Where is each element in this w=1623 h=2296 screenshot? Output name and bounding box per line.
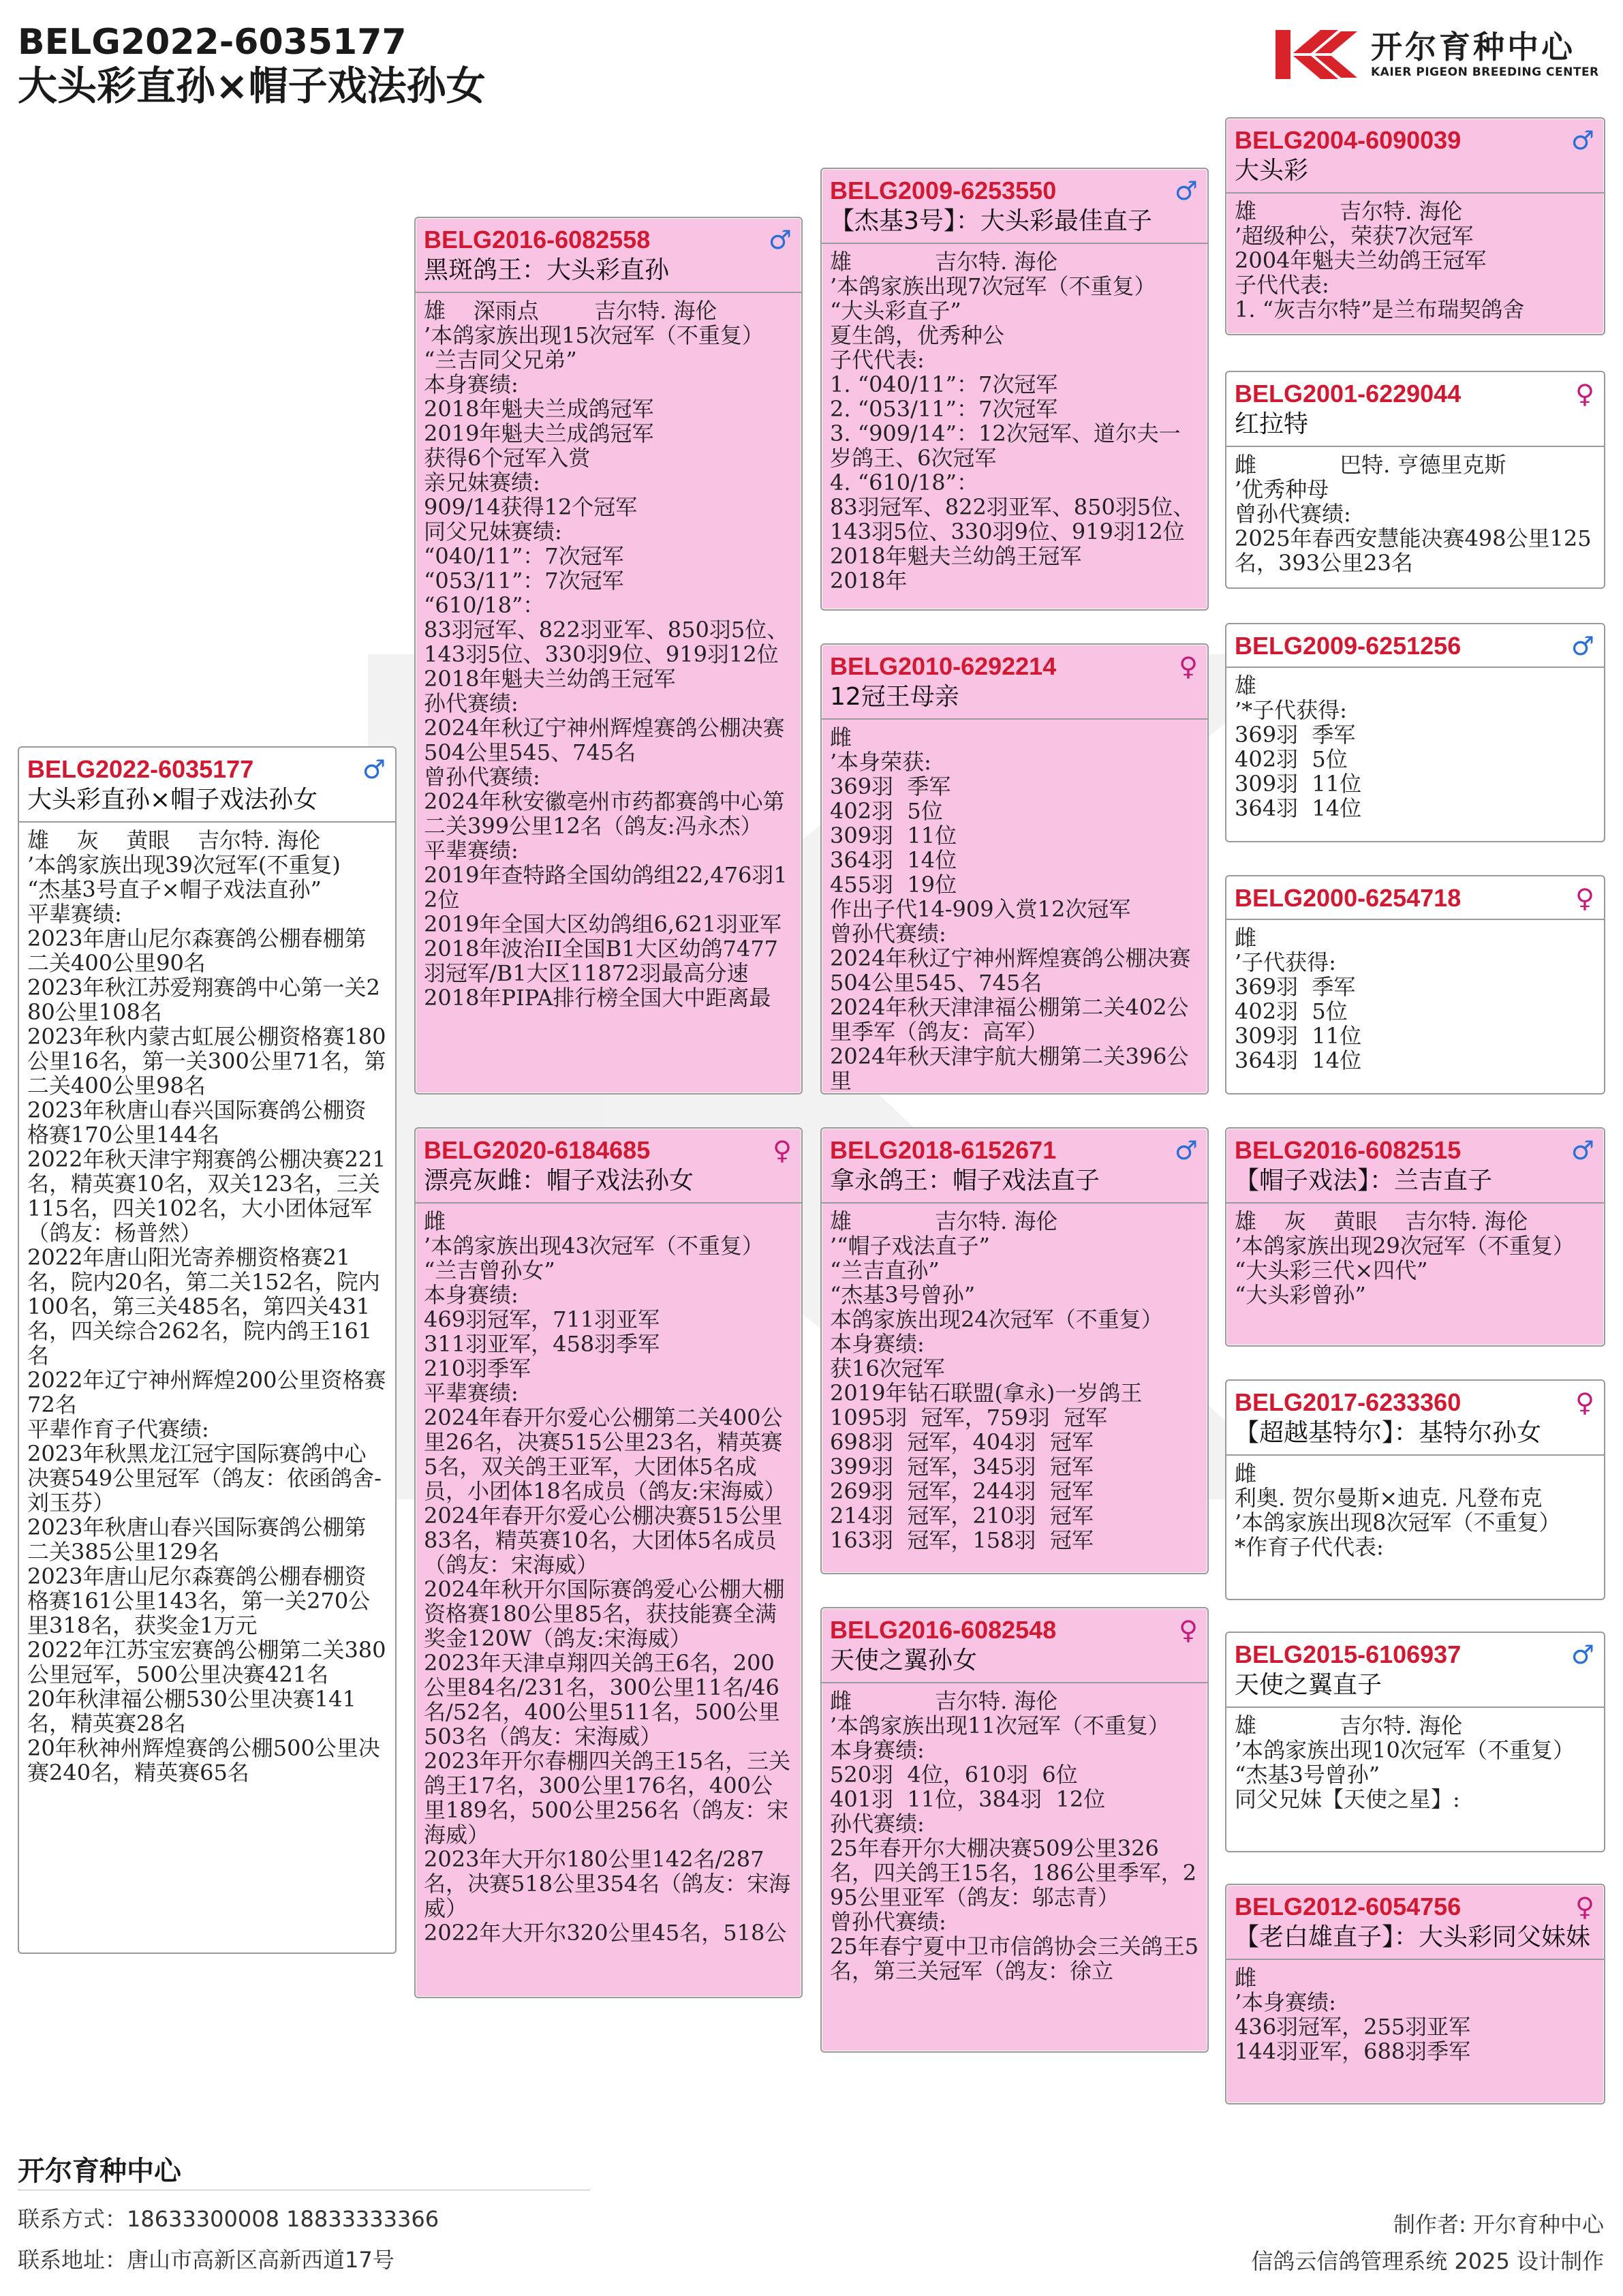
female-icon: ♀: [1179, 1615, 1198, 1645]
male-icon: ♂: [1174, 1135, 1198, 1165]
pedigree-card-ddd[interactable]: [1225, 1884, 1605, 2104]
card-name: 【帽子戏法】：兰吉直子: [1235, 1167, 1493, 1195]
male-icon: ♂: [768, 225, 792, 255]
pedigree-card-ssd[interactable]: [1225, 371, 1605, 589]
male-icon: ♂: [362, 754, 386, 784]
pedigree-card-sire[interactable]: [414, 217, 803, 1095]
pedigree-card-sds[interactable]: [1225, 623, 1605, 842]
footer-brand: 开尔育种中心: [18, 2156, 181, 2187]
card-details: 雄 吉尔特. 海伦 ’本鸽家族出现7次冠军（不重复） “大头彩直子” 夏生鸽，优秀种公 子代代表: 1. “040/11”：7次冠军 2. “053/11”：7次冠军 3. “909/14”：12次冠军、道尔夫一岁鸽王、6次冠军 4. “610/18”： 83羽冠军、822羽亚军、850羽5位、143羽5位、330羽9位、919羽12位 2018年魁夫兰幼鸽王冠军 2018年: [830, 249, 1195, 594]
female-icon: ♀: [1575, 1388, 1594, 1418]
card-ring-number: BELG2000-6254718: [1235, 884, 1462, 912]
footer-system: 信鸽云信鸽管理系统 2025 设计制作: [1251, 2248, 1604, 2274]
card-details: 雄 灰 黄眼 吉尔特. 海伦 ’本鸽家族出现39次冠军(不重复) “杰基3号直子×帽子戏法直孙” 平辈赛绩: 2023年唐山尼尔森赛鸽公棚春棚第二关400公里90名 2023年秋江苏爱翔赛鸽中心第一关280公里108名 2023年秋内蒙古虹展公棚资格赛180公里16名，第一关300公里71名，第二关400公里98名 2023年秋唐山春兴国际赛鸽公棚资格赛170公里144名 2022年秋天津宇翔赛鸽公棚决赛221名，精英赛10名，双关123名，三关115名，四关102名，大小团体冠军（鸽友：杨普然） 2022年唐山阳光寄养棚资格赛21名，院内20名，第二关152名，院内100名，第三关485名，第四关431名，四关综合262名，院内鸽王161名 2022年辽宁神州辉煌200公里资格赛72名 平辈作育子代赛绩: 2023年秋黑龙江冠宇国际赛鸽中心决赛549公里冠军（鸽友：依函鸽舍-刘玉芬） 2023年秋唐山春兴国际赛鸽公棚第二关385公里129名 2023年唐山尼尔森赛鸽公棚春棚资格赛161公里143名，第一关270公里318名，获奖金1万元 2022年江苏宝宏赛鸽公棚第二关380公里冠军，500公里决赛421名 20年秋津福公棚530公里决赛141名，精英赛28名 20年秋神州辉煌赛鸽公棚500公里决赛240名，精英赛65名: [27, 827, 386, 1786]
footer-address: 联系地址：唐山市高新区高新西道17号: [18, 2247, 395, 2273]
card-ring-number: BELG2022-6035177: [27, 755, 254, 783]
female-icon: ♀: [1575, 379, 1594, 409]
pedigree-card-sss[interactable]: [1225, 117, 1605, 335]
logo-en: KAIER PIGEON BREEDING CENTER: [1371, 65, 1599, 79]
card-name: 12冠王母亲: [830, 683, 959, 711]
card-details: 雄 吉尔特. 海伦 ’“帽子戏法直子” “兰吉直孙” “杰基3号曾孙” 本鸽家族出现24次冠军（不重复） 本身赛绩: 获16次冠军 2019年钻石联盟(拿永)一岁鸽王 1095羽 冠军，759羽 冠军 698羽 冠军，404羽 冠军 399羽 冠军，345羽 冠军 269羽 冠军，244羽 冠军 214羽 冠军，210羽 冠军 163羽 冠军，158羽 冠军: [830, 1208, 1163, 1553]
footer-contact: 联系方式：18633300008 18833333366: [18, 2206, 439, 2232]
pedigree-card-sdd[interactable]: [1225, 875, 1605, 1095]
card-ring-number: BELG2001-6229044: [1235, 380, 1462, 408]
female-icon: ♀: [1575, 1892, 1594, 1922]
card-details: 雄 灰 黄眼 吉尔特. 海伦 ’本鸽家族出现29次冠军（不重复） “大头彩三代×四代” “大头彩曾孙”: [1235, 1208, 1575, 1308]
card-ring-number: BELG2016-6082515: [1235, 1136, 1462, 1164]
card-details: 雌 吉尔特. 海伦 ’本鸽家族出现11次冠军（不重复） 本身赛绩: 520羽 4位，610羽 6位 401羽 11位，384羽 12位 孙代赛绩: 25年春开尔大棚决赛509公里326名，四关鸽王15名，186公里季军，295公里亚军（鸽友：邬志青） 曾孙代赛绩: 25年春宁夏中卫市信鸽协会三关鸽王5名，第三关冠军（鸽友：徐立: [830, 1688, 1199, 1984]
brand-logo: [1273, 27, 1599, 82]
card-name: 黑斑鸽王：大头彩直孙: [424, 256, 670, 284]
card-name: 【杰基3号】：大头彩最佳直子: [830, 207, 1152, 235]
card-name: 大头彩: [1235, 157, 1309, 185]
pedigree-card-dam[interactable]: [414, 1127, 803, 1998]
female-icon: ♀: [1575, 883, 1594, 913]
card-details: 雌 ’子代获得: 369羽 季军 402羽 5位 309羽 11位 364羽 14位: [1235, 925, 1362, 1073]
male-icon: ♂: [1571, 631, 1594, 661]
card-details: 雄 ’*子代获得: 369羽 季军 402羽 5位 309羽 11位 364羽 14位: [1235, 673, 1362, 821]
card-ring-number: BELG2015-6106937: [1235, 1640, 1462, 1668]
pedigree-card-sire-sire[interactable]: [820, 168, 1209, 611]
pedigree-card-dam-sire[interactable]: [820, 1127, 1209, 1574]
pedigree-card-dss[interactable]: [1225, 1127, 1605, 1347]
card-details: 雌 利奥. 贺尔曼斯×迪克. 凡登布克 ’本鸽家族出现8次冠军（不重复） *作育子代代表:: [1235, 1460, 1561, 1560]
card-ring-number: BELG2004-6090039: [1235, 126, 1462, 154]
card-name: 大头彩直孙×帽子戏法孙女: [27, 786, 318, 814]
card-details: 雌 ’本身荣获: 369羽 季军 402羽 5位 309羽 11位 364羽 14位 455羽 19位 作出子代14-909入赏12次冠军 曾孙代赛绩: 2024年秋辽宁神州辉煌赛鸽公棚决赛504公里545、745名 2024年秋天津津福公棚第二关402公里季军（鸽友：高军） 2024年秋天津宇航大棚第二关396公里: [830, 724, 1191, 1094]
pedigree-card-dam-dam[interactable]: [820, 1607, 1209, 2053]
card-ring-number: BELG2010-6292214: [830, 652, 1057, 680]
card-details: 雄 吉尔特. 海伦 ’本鸽家族出现10次冠军（不重复） “杰基3号曾孙” 同父兄妹【天使之星】:: [1235, 1713, 1575, 1812]
card-name: 天使之翼孙女: [830, 1647, 978, 1674]
title-name: 大头彩直孙×帽子戏法孙女: [18, 63, 486, 109]
card-name: 拿永鸽王：帽子戏法直子: [830, 1167, 1100, 1195]
card-ring-number: BELG2009-6251256: [1235, 632, 1462, 660]
male-icon: ♂: [1571, 1640, 1594, 1670]
male-icon: ♂: [1571, 125, 1594, 155]
card-details: 雌 巴特. 亨德里克斯 ’优秀种母 曾孙代赛绩: 2025年春西安慧能决赛498公里125名，393公里23名: [1235, 452, 1592, 576]
card-details: 雌 ’本身赛绩: 436羽冠军，255羽亚军 144羽亚军，688羽季军: [1235, 1965, 1471, 2064]
card-name: 漂亮灰雌：帽子戏法孙女: [424, 1167, 694, 1195]
card-details: 雄 吉尔特. 海伦 ’超级种公，荣获7次冠军 2004年魁夫兰幼鸽王冠军 子代代表: 1. “灰吉尔特”是兰布瑞契鸽舍: [1235, 198, 1525, 322]
card-name: 【超越基特尔】：基特尔孙女: [1235, 1419, 1542, 1447]
logo-cn: 开尔育种中心: [1371, 29, 1575, 65]
card-details: 雌 ’本鸽家族出现43次冠军（不重复） “兰吉曾孙女” 本身赛绩: 469羽冠军，711羽亚军 311羽亚军，458羽季军 210羽季军 平辈赛绩: 2024年春开尔爱心公棚第二关400公里26名，决赛515公里23名，精英赛5名，双关鸽王亚军，大团体5名成员，小团体18名成员（鸽友:宋海威） 2024年春开尔爱心公棚决赛515公里83名，精英赛10名，大团体5名成员（鸽友：宋海威） 2024年秋开尔国际赛鸽爱心公棚大棚资格赛180公里85名，获技能赛全满奖金120W（鸽友:宋海威） 2023年天津卓翔四关鸽王6名，200公里84名/231名，300公里11名/46名/52名，400公里511名，500公里503名（鸽友：宋海威） 2023年开尔春棚四关鸽王15名，三关鸽王17名，300公里176名，400公里189名，500公里256名（鸽友：宋海威） 2023年大开尔180公里142名/287名，决赛518公里354名（鸽友：宋海威） 2022年大开尔320公里45名，518公: [424, 1208, 791, 1946]
pedigree-card-sire-dam[interactable]: [820, 643, 1209, 1095]
footer-maker: 制作者: 开尔育种中心: [1393, 2211, 1604, 2237]
card-ring-number: BELG2017-6233360: [1235, 1388, 1462, 1416]
pedigree-card-subject[interactable]: [18, 746, 397, 1954]
male-icon: ♂: [1571, 1135, 1594, 1165]
pedigree-card-dds[interactable]: [1225, 1632, 1605, 1852]
pedigree-card-dsd[interactable]: [1225, 1379, 1605, 1600]
card-ring-number: BELG2012-6054756: [1235, 1893, 1462, 1920]
female-icon: ♀: [773, 1135, 792, 1165]
card-ring-number: BELG2009-6253550: [830, 177, 1057, 204]
card-ring-number: BELG2016-6082548: [830, 1616, 1057, 1644]
kaier-logo-icon: [1273, 27, 1361, 82]
male-icon: ♂: [1174, 176, 1198, 206]
page-title: [18, 20, 486, 108]
card-ring-number: BELG2018-6152671: [830, 1136, 1057, 1164]
title-ring: BELG2022-6035177: [18, 22, 407, 63]
card-name: 天使之翼直子: [1235, 1671, 1382, 1699]
card-name: 红拉特: [1235, 410, 1309, 438]
card-ring-number: BELG2016-6082558: [424, 226, 651, 254]
card-details: 雄 深雨点 吉尔特. 海伦 ’本鸽家族出现15次冠军（不重复） “兰吉同父兄弟” 本身赛绩: 2018年魁夫兰成鸽冠军 2019年魁夫兰成鸽冠军 获得6个冠军入赏 亲兄妹赛绩: 909/14获得12个冠军 同父兄妹赛绩: “040/11”：7次冠军 “053/11”：7次冠军 “610/18”： 83羽冠军、822羽亚军、850羽5位、143羽5位、330羽9位、919羽12位 2018年魁夫兰幼鸽王冠军 孙代赛绩: 2024年秋辽宁神州辉煌赛鸽公棚决赛504公里545、745名 曾孙代赛绩: 2024年秋安徽亳州市药都赛鸽中心第二关399公里12名（鸽友:冯永杰） 平辈赛绩: 2019年查特路全国幼鸽组22,476羽12位 2019年全国大区幼鸽组6,621羽亚军 2018年波治II全国B1大区幼鸽7477羽冠军/B1大区11872羽最高分速 2018年PIPA排行榜全国大中距离最: [424, 298, 789, 1011]
card-name: 【老白雄直子】：大头彩同父妹妹: [1235, 1923, 1591, 1951]
card-ring-number: BELG2020-6184685: [424, 1136, 651, 1164]
female-icon: ♀: [1179, 652, 1198, 682]
